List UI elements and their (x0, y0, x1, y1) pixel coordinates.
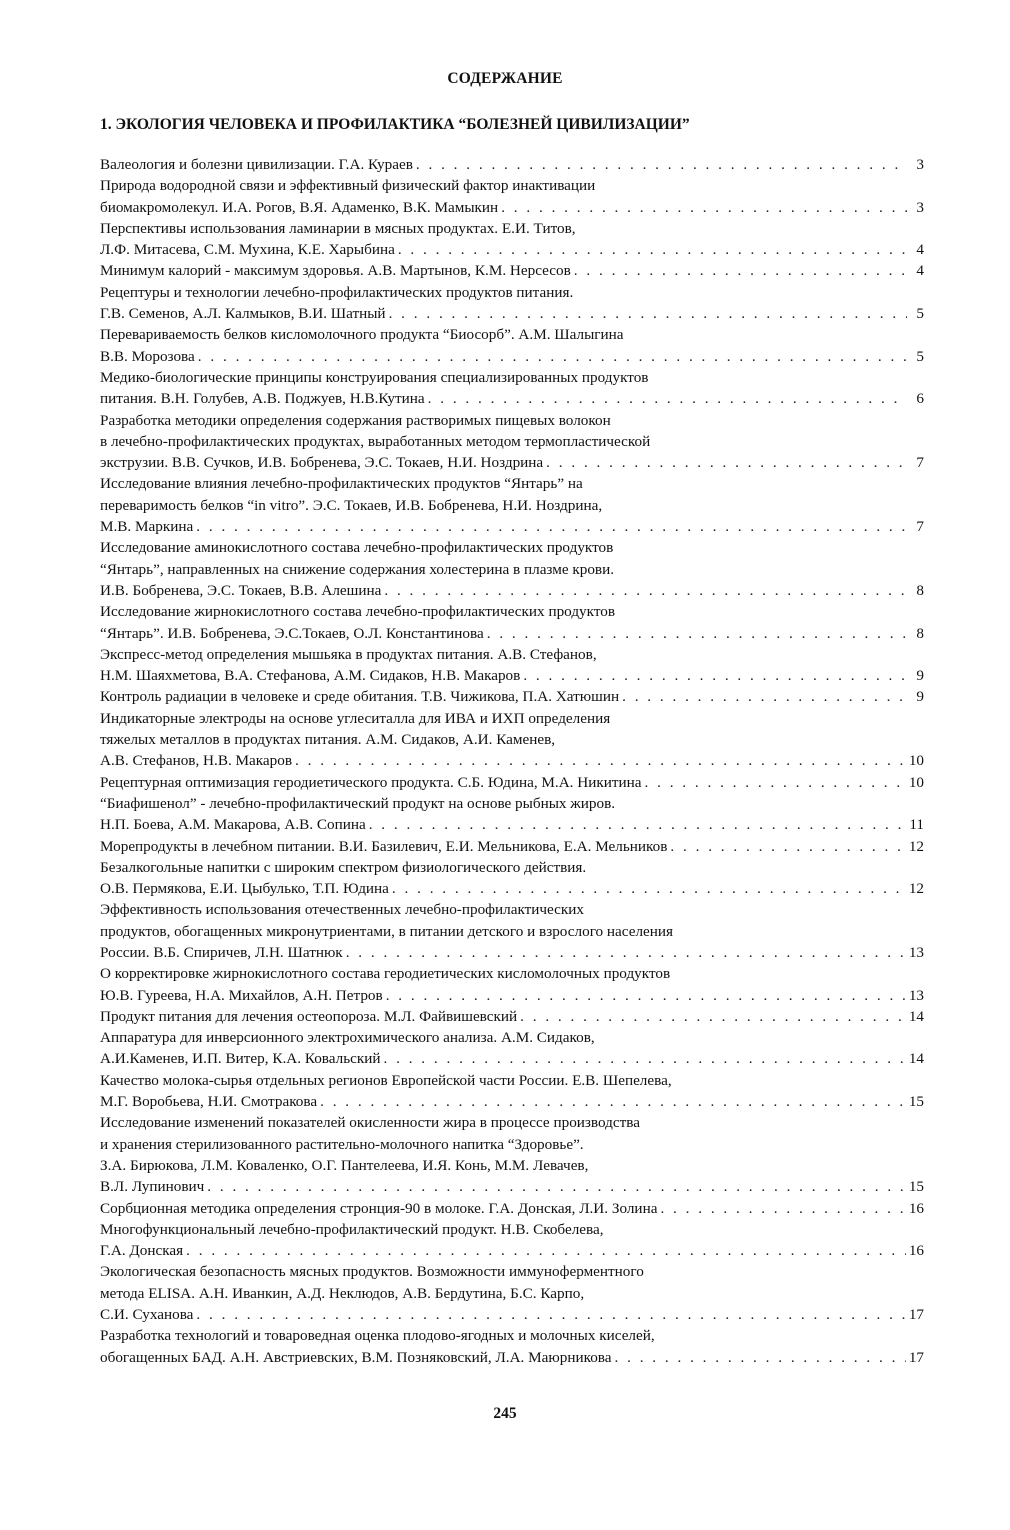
toc-entry-line (100, 665, 924, 686)
toc-entry-line (100, 1240, 924, 1261)
toc-entry-text: М.Г. Воробьева, Н.И. Смотракова (100, 1093, 318, 1111)
page-number: 245 (493, 1405, 517, 1422)
dot-leader (523, 665, 907, 686)
toc-entry-text: О корректировке жирнокислотного состава геродиетических кисломолочных продуктов (100, 965, 671, 983)
toc-page-number: 11 (909, 816, 924, 834)
toc-entry-line (100, 197, 924, 218)
toc-entry-text: А.И.Каменев, И.П. Витер, К.А. Ковальский (100, 1050, 381, 1068)
toc-entry-text: Исследование аминокислотного состава лечебно-профилактических продуктов (100, 539, 614, 557)
dot-leader (384, 580, 907, 601)
toc-entry-line (100, 175, 924, 196)
toc-entry-line (100, 750, 924, 771)
dot-leader (207, 1176, 906, 1197)
toc-entry (100, 1006, 924, 1027)
toc-entry-line (100, 559, 924, 580)
toc-entry-text: О.В. Пермякова, Е.И. Цыбулько, Т.П. Юдина (100, 880, 389, 898)
toc-entry-text: Исследование изменений показателей окисленности жира в процессе производства (100, 1114, 640, 1132)
toc-page-number: 16 (908, 1199, 924, 1217)
dot-leader (487, 623, 907, 644)
toc-entry-text: Природа водородной связи и эффективный физический фактор инактивации (100, 177, 596, 195)
toc-entry-text: “Янтарь”. И.В. Бобренева, Э.С.Токаев, О.Л. Константинова (100, 624, 484, 642)
dot-leader (546, 452, 907, 473)
toc-entry-line (100, 942, 924, 963)
toc-entry-text: З.А. Бирюкова, Л.М. Коваленко, О.Г. Пантелеева, И.Я. Конь, М.М. Левачев, (100, 1156, 589, 1174)
toc-entry-line (100, 431, 924, 452)
toc-entry-line (100, 1304, 924, 1325)
toc-entry-line (100, 814, 924, 835)
toc-entry-text: Валеология и болезни цивилизации. Г.А. Кураев (100, 156, 413, 173)
toc-entry-text: Исследование жирнокислотного состава лечебно-профилактических продуктов (100, 603, 616, 621)
dot-leader (346, 942, 906, 963)
toc-entry-text: Перспективы использования ламинарии в мясных продуктах. Е.И. Титов, (100, 219, 576, 237)
dot-leader (670, 836, 905, 857)
toc-entry-text: Минимум калорий - максимум здоровья. А.В. Мартынов, К.М. Нерсесов (100, 262, 571, 280)
toc-entry-text: Рецептурная оптимизация геродиетического продукта. С.Б. Юдина, М.А. Никитина (100, 773, 642, 791)
toc-entry-line (100, 1176, 924, 1197)
toc-entry (100, 1070, 924, 1113)
toc-entry-line (100, 1283, 924, 1304)
toc-entry-line (100, 1070, 924, 1091)
toc-entry-line (100, 218, 924, 239)
toc-entry-text: Г.В. Семенов, А.Л. Калмыков, В.И. Шатный (100, 305, 386, 323)
toc-entry-line (100, 1261, 924, 1282)
toc-entry-text: В.Л. Лупинович (100, 1178, 205, 1196)
toc-entry-line (100, 899, 924, 920)
toc-entry-text: переваримость белков “in vitro”. Э.С. Токаев, И.В. Бобренева, Н.И. Ноздрина, (100, 496, 603, 514)
dot-leader (574, 260, 907, 281)
toc-entry-line (100, 985, 924, 1006)
dot-leader (198, 346, 907, 367)
toc-entry-line (100, 154, 924, 175)
toc-entry-text: Аппаратура для инверсионного электрохимического анализа. А.М. Сидаков, (100, 1029, 595, 1047)
toc-entry-text: Ю.В. Гуреева, Н.А. Михайлов, А.Н. Петров (100, 986, 383, 1004)
toc-entry-line (100, 686, 924, 707)
toc-entry-text: биомакромолекул. И.А. Рогов, В.Я. Адаменко, В.К. Мамыкин (100, 198, 499, 216)
toc-entry-text: В.В. Морозова (100, 347, 195, 365)
toc-entry-text: Г.А. Донская (100, 1242, 184, 1260)
toc-entry-text: Многофункциональный лечебно-профилактический продукт. Н.В. Скобелева, (100, 1220, 604, 1238)
toc-entry (100, 1219, 924, 1262)
toc-entry (100, 793, 924, 836)
toc-page-number: 7 (916, 518, 924, 536)
toc-entry (100, 644, 924, 687)
toc-entry-text: Рецептуры и технологии лечебно-профилактических продуктов питания. (100, 283, 574, 301)
toc-entry (100, 1198, 924, 1219)
dot-leader (186, 1240, 906, 1261)
toc-entry-line (100, 324, 924, 345)
toc-entry-line (100, 1325, 924, 1346)
toc-entry-line (100, 410, 924, 431)
toc-entry (100, 1027, 924, 1070)
toc-entry-text: Сорбционная методика определения стронция-90 в молоке. Г.А. Донская, Л.И. Золина (100, 1199, 658, 1217)
toc-entry-text: Безалкогольные напитки с широким спектром физиологического действия. (100, 858, 587, 876)
toc-entry (100, 1261, 924, 1325)
toc-entry-text: Медико-биологические принципы конструирования специализированных продуктов (100, 368, 649, 386)
toc-entry (100, 899, 924, 963)
toc-entry-line (100, 793, 924, 814)
toc-entry-line (100, 260, 924, 281)
toc-entry-line (100, 452, 924, 473)
dot-leader (501, 197, 907, 218)
toc-entry (100, 260, 924, 281)
toc-entry-text: тяжелых металлов в продуктах питания. А.М. Сидаков, А.И. Каменев, (100, 731, 556, 749)
dot-leader (428, 388, 907, 409)
toc-entry (100, 963, 924, 1006)
toc-entry-text: М.В. Маркина (100, 518, 194, 536)
toc-entry-text: метода ELISA. А.Н. Иванкин, А.Д. Неклюдов, А.В. Бердутина, Б.С. Карпо, (100, 1284, 585, 1302)
toc-entry-line (100, 367, 924, 388)
toc-entry-text: “Янтарь”, направленных на снижение содержания холестерина в плазме крови. (100, 560, 615, 578)
toc-entry-line (100, 1091, 924, 1112)
toc-page-number: 9 (916, 667, 924, 685)
toc-entry (100, 175, 924, 218)
toc-entry (100, 601, 924, 644)
toc-page-number: 14 (908, 1007, 924, 1025)
toc-page-number: 15 (908, 1178, 924, 1196)
toc-entry-line (100, 1134, 924, 1155)
toc-entry-line (100, 644, 924, 665)
toc-entry (100, 772, 924, 793)
toc-entry-text: продуктов, обогащенных микронутриентами, в питании детского и взрослого населения (100, 922, 674, 940)
toc-entry (100, 857, 924, 900)
toc-page-number: 13 (908, 943, 924, 961)
toc-entry-line (100, 878, 924, 899)
toc-entry (100, 473, 924, 537)
toc-entry-text: Экспресс-метод определения мышьяка в продуктах питания. А.В. Стефанов, (100, 645, 597, 663)
toc-page-number: 6 (916, 390, 924, 408)
toc-entry-text: Продукт питания для лечения остеопороза. М.Л. Файвишевский (100, 1007, 518, 1025)
toc-entry-text: в лечебно-профилактических продуктах, выработанных методом термопластической (100, 432, 651, 450)
toc-entry-text: “Биафишенол” - лечебно-профилактический продукт на основе рыбных жиров. (100, 794, 616, 812)
dot-leader (196, 1304, 905, 1325)
toc-entry-text: И.В. Бобренева, Э.С. Токаев, В.В. Алешина (100, 581, 382, 599)
toc-entry-line (100, 921, 924, 942)
dot-leader (295, 750, 906, 771)
toc-page-number: 3 (916, 156, 924, 173)
toc-entry-text: Н.П. Боева, А.М. Макарова, А.В. Сопина (100, 816, 366, 834)
dot-leader (645, 772, 906, 793)
toc-entry-line (100, 1347, 924, 1368)
toc-entry-text: и хранения стерилизованного растительно-молочного напитка “Здоровье”. (100, 1135, 584, 1153)
table-of-contents (100, 154, 924, 1368)
toc-entry-text: Морепродукты в лечебном питании. В.И. Базилевич, Е.И. Мельникова, Е.А. Мельников (100, 837, 668, 855)
toc-page-number: 12 (908, 880, 924, 898)
toc-entry-line (100, 473, 924, 494)
toc-entry-line (100, 1027, 924, 1048)
toc-entry-text: питания. В.Н. Голубев, А.В. Поджуев, Н.В.Кутина (100, 390, 425, 408)
toc-entry (100, 836, 924, 857)
dot-leader (392, 878, 906, 899)
toc-entry-text: А.В. Стефанов, Н.В. Макаров (100, 752, 293, 770)
dot-leader (320, 1091, 906, 1112)
toc-entry-line (100, 1048, 924, 1069)
toc-entry-line (100, 623, 924, 644)
toc-entry-text: Разработка методики определения содержания растворимых пищевых волокон (100, 411, 611, 429)
toc-page-number: 5 (916, 347, 924, 365)
toc-entry-line (100, 1112, 924, 1133)
toc-page-number: 12 (908, 837, 924, 855)
dot-leader (660, 1198, 905, 1219)
toc-page-number: 4 (916, 262, 924, 280)
toc-entry-line (100, 708, 924, 729)
toc-entry-text: Разработка технологий и товароведная оценка плодово-ягодных и молочных киселей, (100, 1327, 655, 1345)
toc-entry (100, 282, 924, 325)
toc-entry-line (100, 857, 924, 878)
toc-entry-text: Эффективность использования отечественных лечебно-профилактических (100, 901, 584, 919)
toc-entry-text: Экологическая безопасность мясных продуктов. Возможности иммуноферментного (100, 1263, 644, 1281)
dot-leader (384, 1048, 906, 1069)
toc-entry (100, 708, 924, 772)
dot-leader (369, 814, 907, 835)
toc-entry (100, 537, 924, 601)
section-title: 1. ЭКОЛОГИЯ ЧЕЛОВЕКА И ПРОФИЛАКТИКА “БОЛЕЗНЕЙ ЦИВИЛИЗАЦИИ” (100, 116, 690, 133)
toc-entry-line (100, 388, 924, 409)
toc-entry-line (100, 601, 924, 622)
toc-page-number: 3 (916, 198, 924, 216)
dot-leader (398, 239, 907, 260)
toc-page-number: 17 (908, 1306, 924, 1324)
toc-entry-text: Н.М. Шаяхметова, В.А. Стефанова, А.М. Сидаков, Н.В. Макаров (100, 667, 521, 685)
toc-entry-line (100, 580, 924, 601)
toc-page-number: 13 (908, 986, 924, 1004)
dot-leader (520, 1006, 906, 1027)
dot-leader (615, 1347, 906, 1368)
toc-entry-text: Исследование влияния лечебно-профилактических продуктов “Янтарь” на (100, 475, 583, 493)
toc-entry (100, 410, 924, 474)
toc-page-number: 15 (908, 1093, 924, 1111)
toc-entry-line (100, 239, 924, 260)
toc-entry-text: Качество молока-сырья отдельных регионов Европейской части России. Е.В. Шепелева, (100, 1071, 672, 1089)
toc-page-number: 4 (916, 241, 924, 259)
toc-entry-text: России. В.Б. Спиричев, Л.Н. Шатнюк (100, 943, 343, 961)
toc-page-number: 17 (908, 1348, 924, 1366)
toc-entry-line (100, 836, 924, 857)
toc-entry-line (100, 537, 924, 558)
toc-entry (100, 1112, 924, 1197)
toc-entry (100, 154, 924, 175)
toc-page-number: 16 (908, 1242, 924, 1260)
toc-entry-line (100, 346, 924, 367)
toc-entry-line (100, 772, 924, 793)
toc-page-number: 8 (916, 581, 924, 599)
toc-entry-text: С.И. Суханова (100, 1306, 194, 1324)
toc-entry-text: Контроль радиации в человеке и среде обитания. Т.В. Чижикова, П.А. Хатюшин (100, 688, 620, 706)
page-heading: СОДЕРЖАНИЕ (447, 70, 563, 87)
toc-entry (100, 367, 924, 410)
toc-entry-line (100, 1219, 924, 1240)
toc-page-number: 9 (916, 688, 924, 706)
toc-entry (100, 218, 924, 261)
toc-entry (100, 686, 924, 707)
toc-entry-line (100, 729, 924, 750)
toc-entry-line (100, 303, 924, 324)
toc-entry-text: Индикаторные электроды на основе углеситалла для ИВА и ИХП определения (100, 709, 611, 727)
toc-entry-line (100, 495, 924, 516)
toc-entry-line (100, 1155, 924, 1176)
toc-page-number: 7 (916, 454, 924, 472)
toc-entry-text: Перевариваемость белков кисломолочного продукта “Биосорб”. А.М. Шалыгина (100, 326, 624, 344)
toc-entry (100, 324, 924, 367)
toc-entry-line (100, 1198, 924, 1219)
toc-entry-line (100, 1006, 924, 1027)
dot-leader (196, 516, 907, 537)
toc-page-number: 8 (916, 624, 924, 642)
toc-page-number: 10 (908, 752, 924, 770)
toc-entry-text: экструзии. В.В. Сучков, И.В. Бобренева, Э.С. Токаев, Н.И. Ноздрина (100, 454, 544, 472)
dot-leader (416, 154, 907, 175)
toc-entry-text: Л.Ф. Митасева, С.М. Мухина, К.Е. Харыбина (100, 241, 395, 259)
dot-leader (389, 303, 907, 324)
dot-leader (386, 985, 906, 1006)
toc-entry-line (100, 516, 924, 537)
toc-entry (100, 1325, 924, 1368)
toc-entry-line (100, 282, 924, 303)
toc-entry-line (100, 963, 924, 984)
toc-page-number: 10 (908, 773, 924, 791)
toc-entry-text: обогащенных БАД. А.Н. Австриевских, В.М. Позняковский, Л.А. Маюрникова (100, 1348, 612, 1366)
toc-page-number: 5 (916, 305, 924, 323)
dot-leader (622, 686, 907, 707)
toc-page-number: 14 (908, 1050, 924, 1068)
